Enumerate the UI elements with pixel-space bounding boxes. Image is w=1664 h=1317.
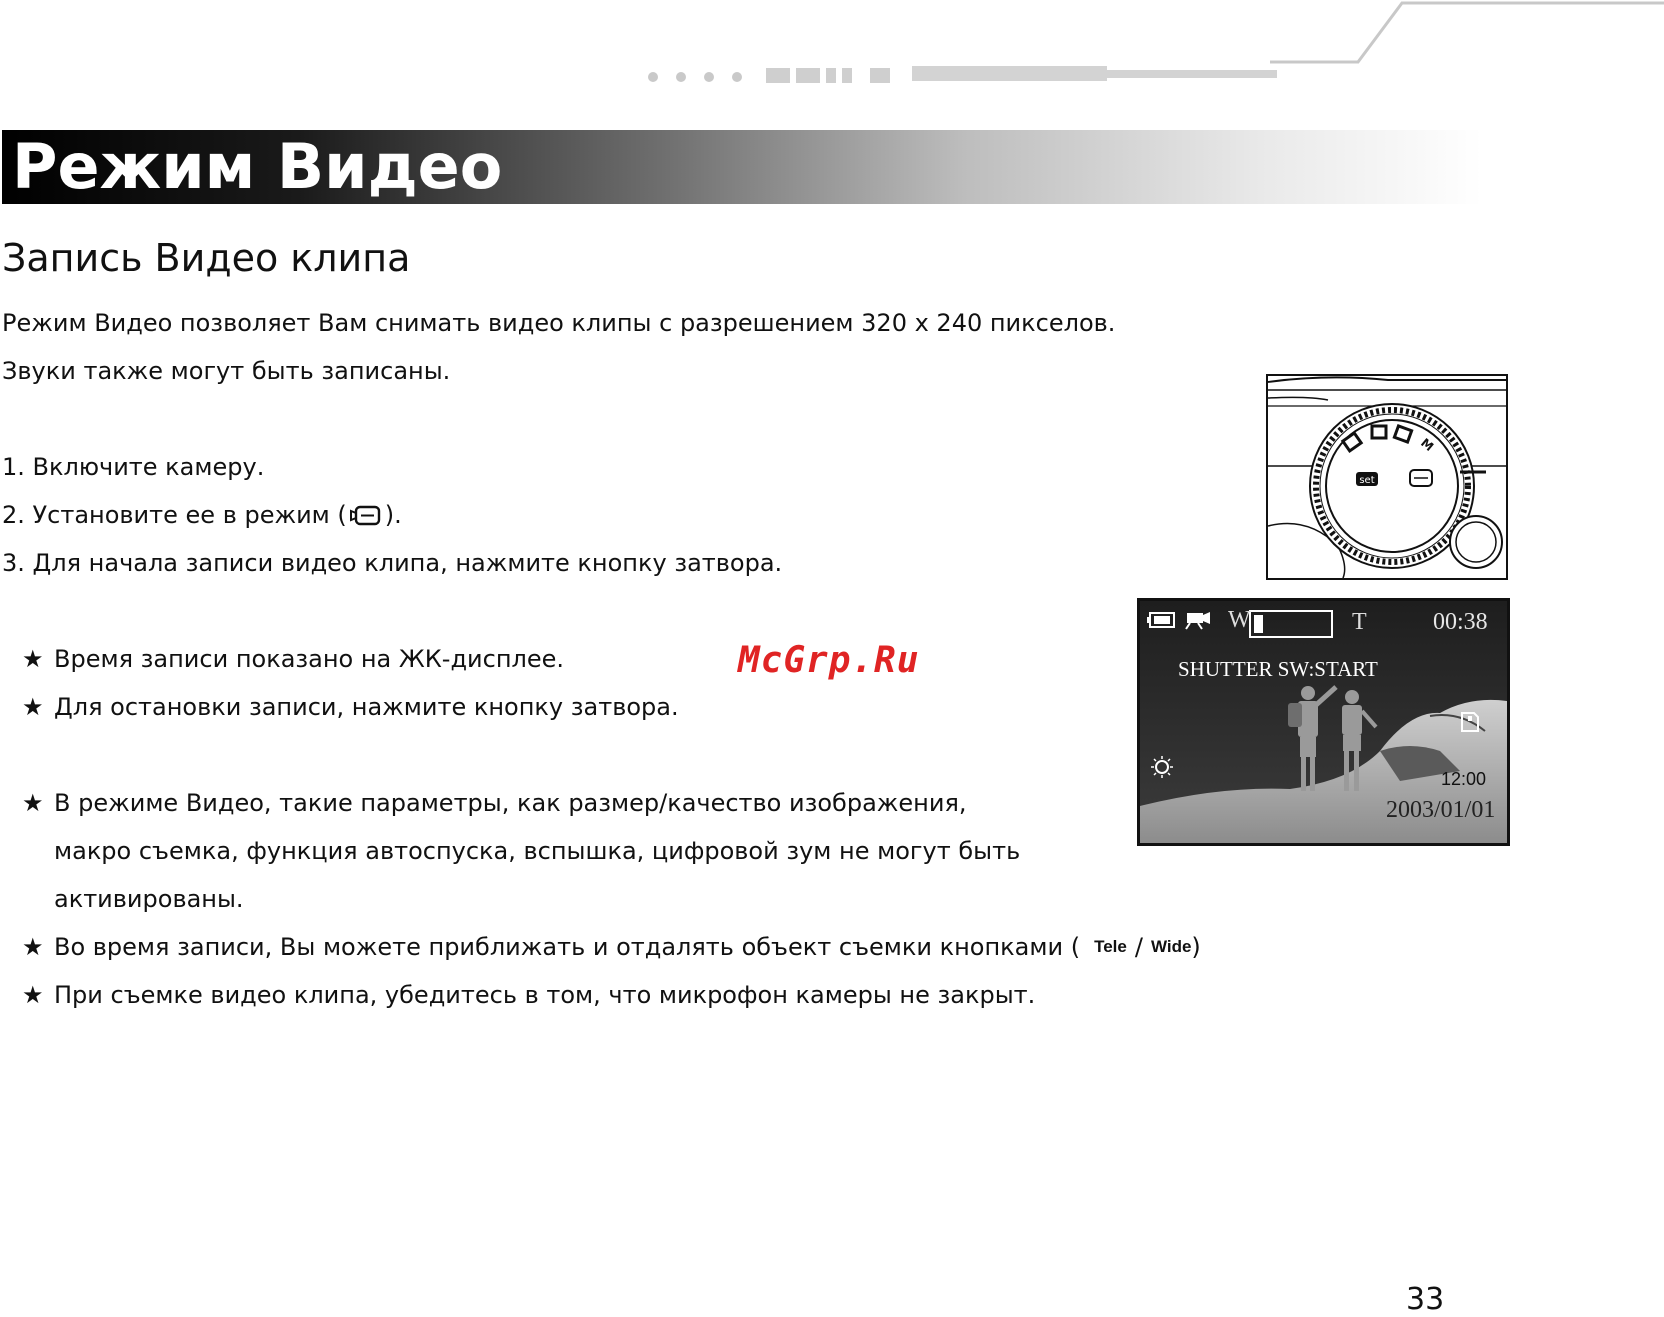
- header-decoration-blocks: [766, 68, 890, 83]
- decor-block: [842, 68, 852, 83]
- header-decoration-bar: [912, 66, 1107, 81]
- step-2: [2, 500, 402, 530]
- star-bullet: ★: [22, 981, 44, 1009]
- note-3-line-1: В режиме Видео, такие параметры, как размер/качество изображения,: [54, 789, 967, 817]
- decor-gap: [858, 68, 864, 83]
- decor-dot: [704, 72, 714, 82]
- decor-dot: [732, 72, 742, 82]
- zoom-tele-label: T: [1352, 609, 1367, 635]
- star-bullet: ★: [22, 933, 44, 961]
- tele-button-label: Tele: [1094, 937, 1127, 956]
- dial-set-label: set: [1359, 475, 1375, 486]
- section-subtitle: Запись Видео клипа: [2, 236, 411, 280]
- star-bullet: ★: [22, 693, 44, 721]
- decor-dot: [676, 72, 686, 82]
- note-4-suffix: ): [1191, 933, 1201, 961]
- note-2: Для остановки записи, нажмите кнопку затвора.: [54, 693, 679, 721]
- decor-block: [826, 68, 836, 83]
- note-5: При съемке видео клипа, убедитесь в том, что микрофон камеры не закрыт.: [54, 981, 1036, 1009]
- page-title: Режим Видео: [12, 130, 503, 203]
- zoom-wide-label: W: [1228, 607, 1251, 633]
- step-3: 3. Для начала записи видео клипа, нажмите кнопку затвора.: [2, 549, 783, 577]
- wide-button-label: Wide: [1150, 937, 1192, 956]
- watermark: McGrp.Ru: [738, 640, 920, 681]
- step-1: 1. Включите камеру.: [2, 453, 265, 481]
- dial-manual-label: M: [1418, 435, 1437, 454]
- intro-line-1: Режим Видео позволяет Вам снимать видео клипы с разрешением 320 х 240 пикселов.: [2, 309, 1116, 337]
- intro-line-2: Звуки также могут быть записаны.: [2, 357, 451, 385]
- decor-block: [766, 68, 790, 83]
- step-2-suffix: ).: [384, 501, 402, 529]
- header-decoration-dots: [648, 72, 742, 82]
- note-4-text: Во время записи, Вы можете приближать и отдалять объект съемки кнопками (: [54, 933, 1081, 961]
- recording-time: 00:38: [1433, 609, 1488, 635]
- header-decoration-line: [1270, 0, 1664, 70]
- note-4: [54, 932, 1201, 962]
- clock-display: 12:00: [1441, 769, 1487, 789]
- star-bullet: ★: [22, 645, 44, 673]
- decor-dot: [648, 72, 658, 82]
- date-display: 2003/01/01: [1386, 797, 1496, 823]
- star-bullet: ★: [22, 789, 44, 817]
- note-3-line-2: макро съемка, функция автоспуска, вспышка, цифровой зум не могут быть: [54, 837, 1021, 865]
- note-3-line-3: активированы.: [54, 885, 244, 913]
- note-1: Время записи показано на ЖК-дисплее.: [54, 645, 565, 673]
- mode-dial-illustration: [1268, 376, 1506, 578]
- video-mode-icon: [349, 503, 383, 527]
- header-decoration-bar-thin: [1107, 70, 1277, 78]
- shutter-prompt: SHUTTER SW:START: [1178, 657, 1378, 681]
- lcd-preview-figure: [1137, 598, 1510, 846]
- zoom-bar-fill: [1254, 615, 1263, 633]
- camera-dial-figure: [1266, 374, 1508, 580]
- decor-block: [796, 68, 820, 83]
- page-number: 33: [1406, 1282, 1445, 1317]
- step-2-prefix: 2. Установите ее в режим (: [2, 501, 347, 529]
- decor-block: [870, 68, 890, 83]
- note-4-slash: /: [1134, 933, 1143, 961]
